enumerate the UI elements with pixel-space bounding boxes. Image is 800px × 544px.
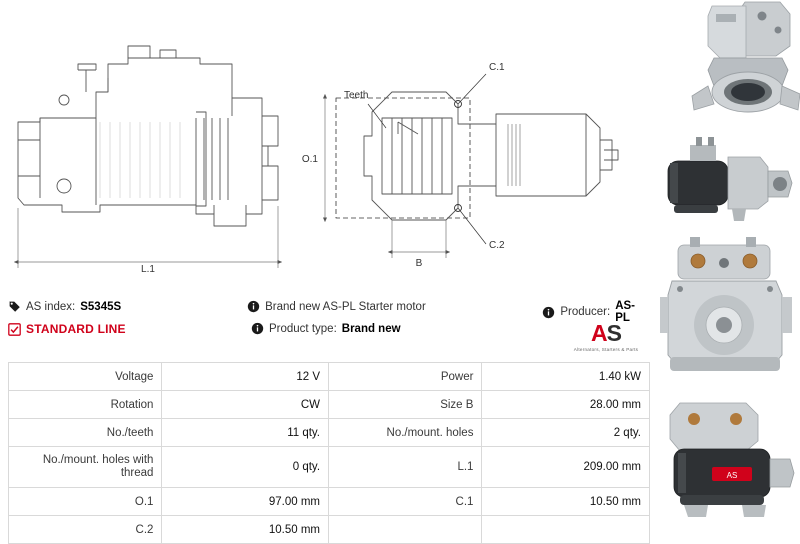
table-row xyxy=(9,391,650,419)
table-row xyxy=(9,419,650,447)
spec-value: 97.00 mm xyxy=(162,488,329,516)
aspl-logo-tagline: Alternators, Starters & Parts xyxy=(573,347,639,352)
table-row xyxy=(9,516,650,544)
spec-value xyxy=(482,516,650,544)
top-view-outline xyxy=(336,92,618,220)
product-photo-4[interactable] xyxy=(650,389,800,523)
as-index-value: S5345S xyxy=(80,300,122,313)
producer-label: Producer: xyxy=(560,306,611,318)
specification-table xyxy=(8,362,650,544)
product-type xyxy=(251,322,551,335)
product-type-value: Brand new xyxy=(341,322,401,335)
spec-key: Size B xyxy=(329,391,482,419)
as-index xyxy=(8,300,247,313)
technical-drawings xyxy=(0,0,650,290)
tag-icon xyxy=(8,300,21,313)
spec-key: Power xyxy=(329,363,482,391)
table-row xyxy=(9,363,650,391)
spec-value: 0 qty. xyxy=(162,447,329,488)
label-b: B xyxy=(415,258,423,269)
info-icon xyxy=(542,306,555,319)
spec-value: 10.50 mm xyxy=(482,488,650,516)
product-photo-1[interactable] xyxy=(650,0,800,125)
check-box-icon xyxy=(8,323,21,336)
aspl-logo-s: S xyxy=(606,320,621,346)
spec-value: 28.00 mm xyxy=(482,391,650,419)
side-view-outline xyxy=(18,46,278,226)
spec-key: Voltage xyxy=(9,363,162,391)
dimension-l1 xyxy=(18,206,278,268)
label-c1: C.1 xyxy=(489,62,505,73)
table-row xyxy=(9,488,650,516)
product-photo-strip xyxy=(650,0,800,523)
label-c2: C.2 xyxy=(489,240,505,251)
info-icon xyxy=(251,322,264,335)
label-o1: O.1 xyxy=(301,154,318,165)
product-photo-2[interactable] xyxy=(650,127,800,235)
spec-value: 10.50 mm xyxy=(162,516,329,544)
spec-key xyxy=(329,516,482,544)
product-photo-3[interactable] xyxy=(650,237,800,387)
svg-text:AS: AS xyxy=(726,471,738,480)
dimension-b xyxy=(392,220,446,258)
standard-line-label: STANDARD LINE xyxy=(26,322,126,336)
product-type-label: Product type: xyxy=(269,322,337,335)
info-block xyxy=(8,300,648,362)
aspl-logo-a: A xyxy=(591,320,607,346)
spec-value: 1.40 kW xyxy=(482,363,650,391)
spec-key: C.2 xyxy=(9,516,162,544)
aspl-logo xyxy=(560,322,652,352)
spec-value: 12 V xyxy=(162,363,329,391)
aspl-logo-mark xyxy=(560,322,652,345)
spec-value: 2 qty. xyxy=(482,419,650,447)
spec-key: No./mount. holes xyxy=(329,419,482,447)
as-index-label: AS index: xyxy=(26,300,76,313)
standard-line-badge xyxy=(8,322,251,336)
label-teeth: Teeth xyxy=(344,90,369,101)
label-l1: L.1 xyxy=(141,264,155,275)
description xyxy=(247,300,542,313)
info-row-2 xyxy=(8,322,648,344)
table-row xyxy=(9,447,650,488)
spec-key: O.1 xyxy=(9,488,162,516)
description-text: Brand new AS-PL Starter motor xyxy=(265,300,426,313)
spec-key: Rotation xyxy=(9,391,162,419)
spec-key: C.1 xyxy=(329,488,482,516)
spec-value: 209.00 mm xyxy=(482,447,650,488)
spec-value: 11 qty. xyxy=(162,419,329,447)
info-row-1 xyxy=(8,300,648,322)
drawing-svg xyxy=(0,0,650,290)
spec-key: No./mount. holes with thread xyxy=(9,447,162,488)
spec-key: L.1 xyxy=(329,447,482,488)
info-icon xyxy=(247,300,260,313)
spec-key: No./teeth xyxy=(9,419,162,447)
spec-value: CW xyxy=(162,391,329,419)
producer-value: AS-PL xyxy=(615,300,636,324)
